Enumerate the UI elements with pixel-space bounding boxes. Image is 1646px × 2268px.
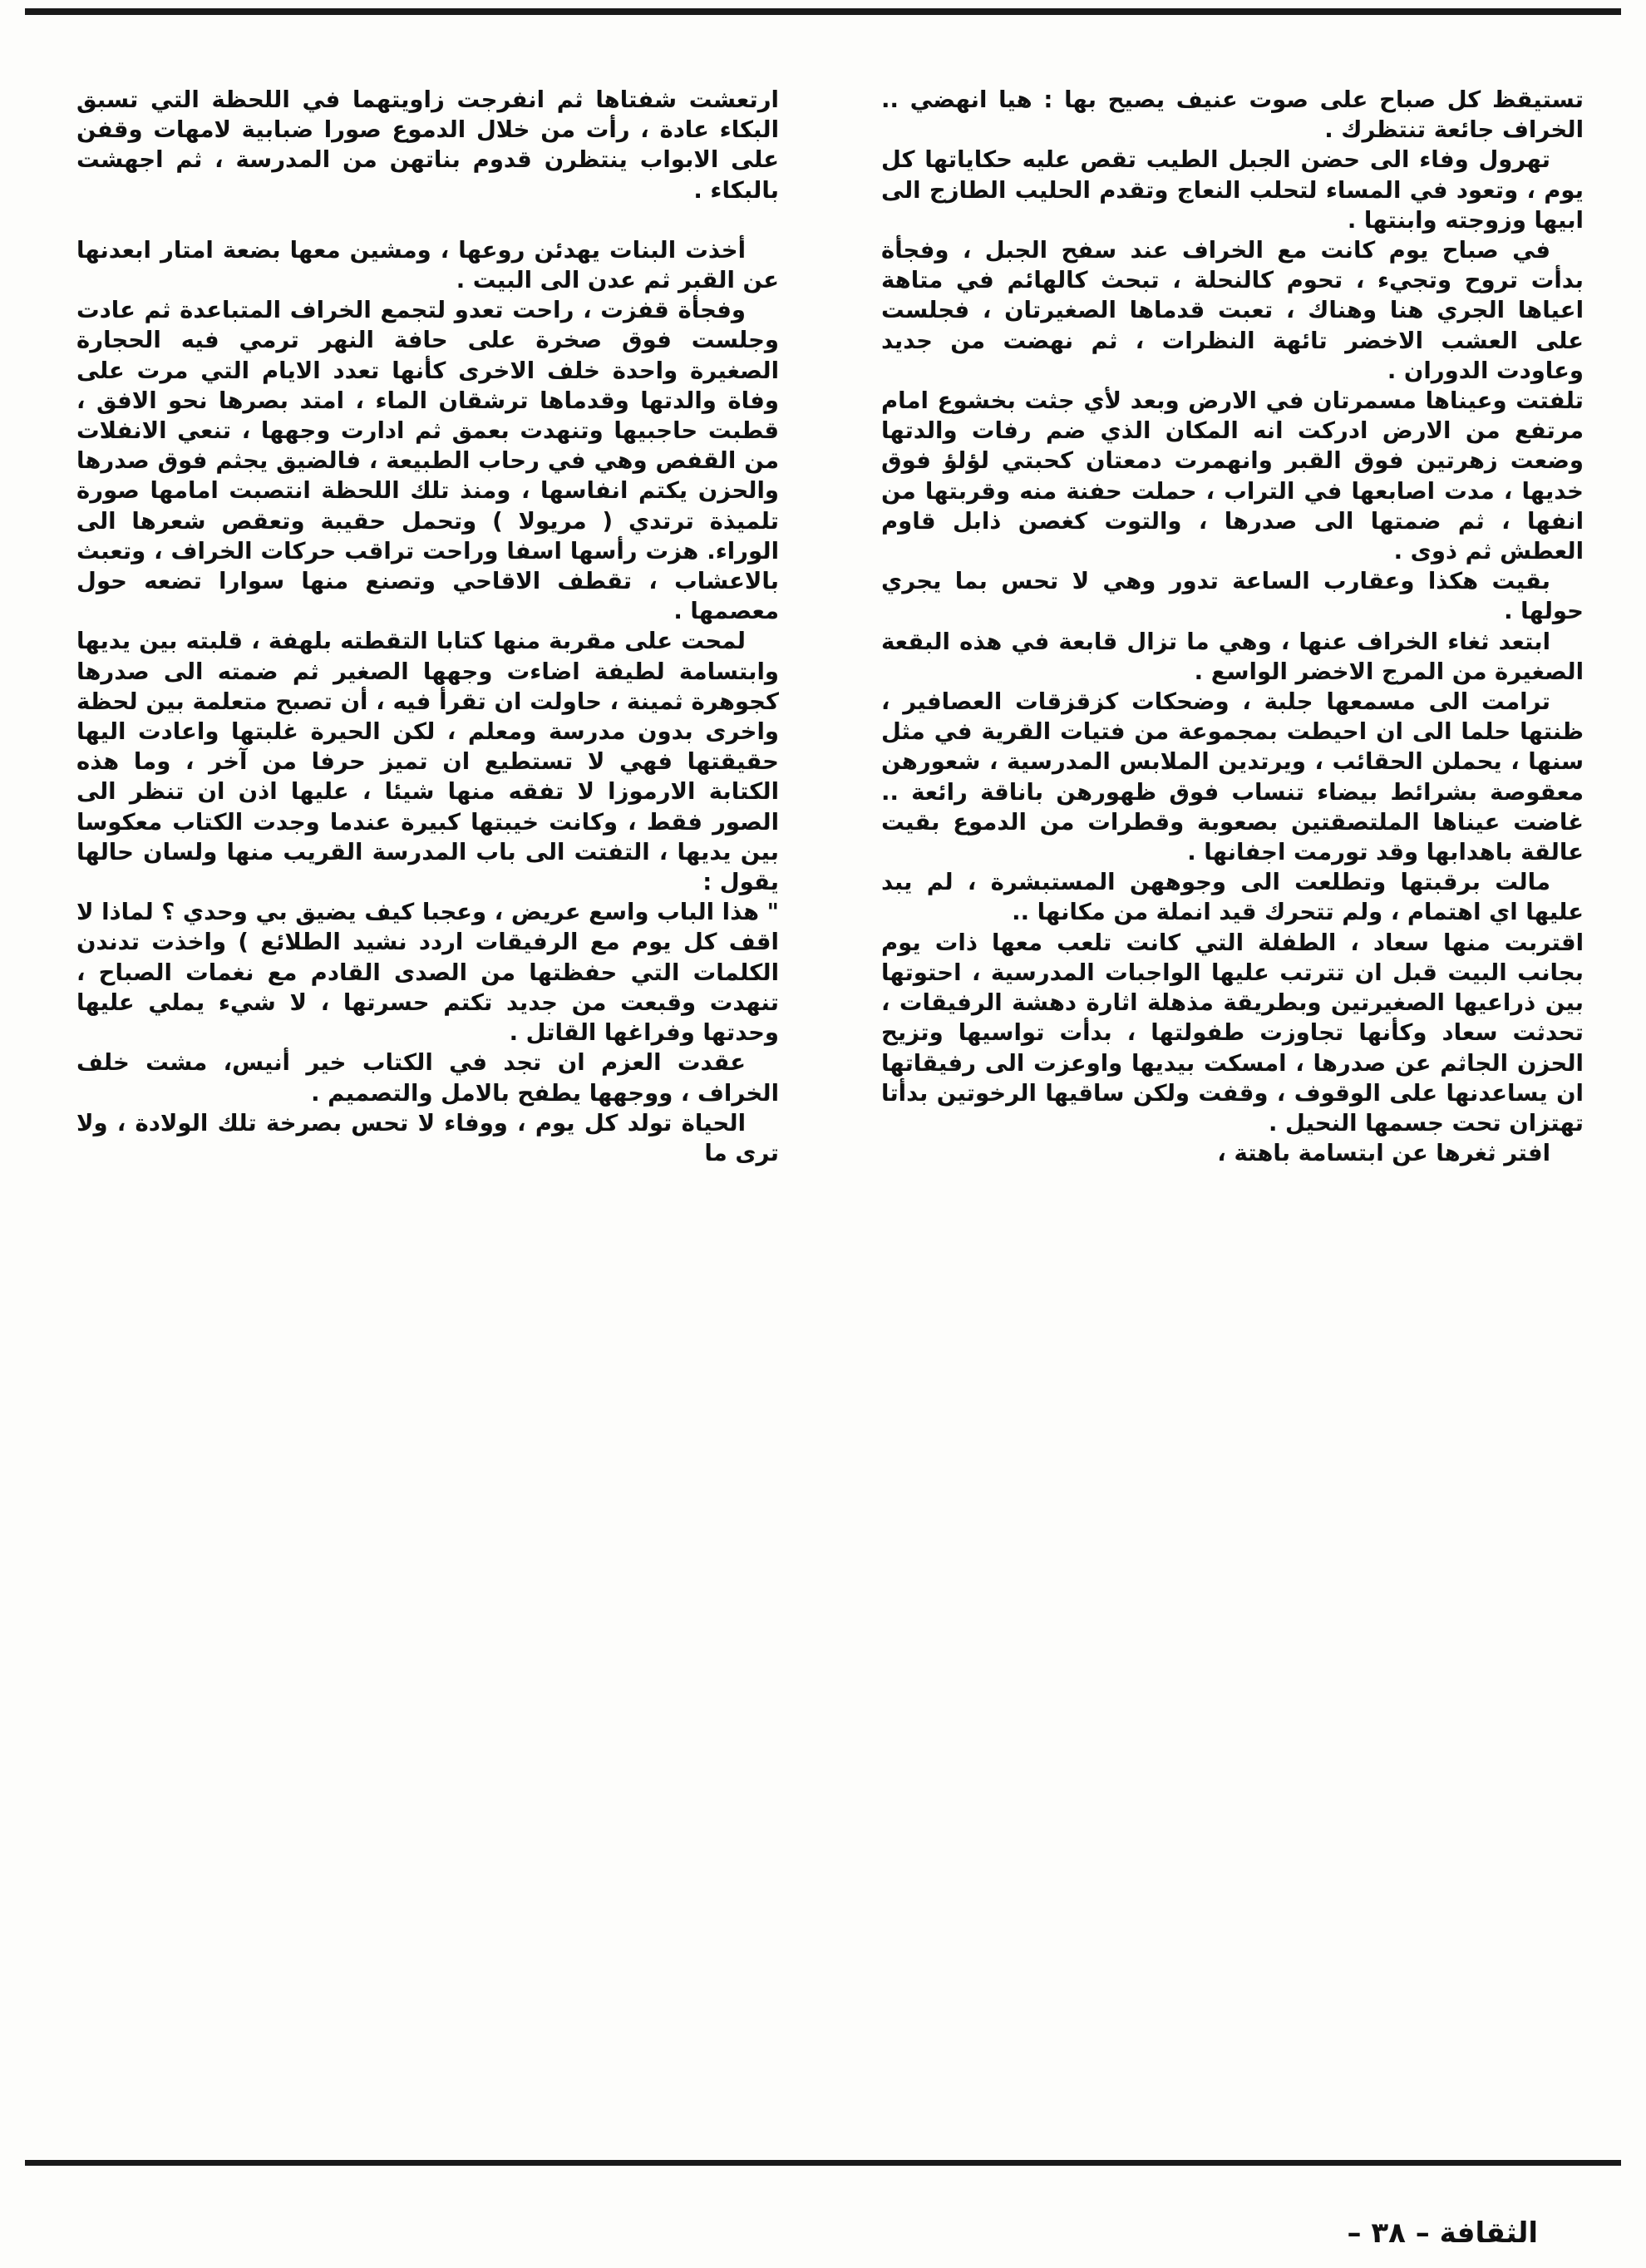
page-footer: الثقافة – ٣٨ – bbox=[1347, 2216, 1538, 2250]
paragraph: أخذت البنات يهدئن روعها ، ومشين معها بضعة امتار ابعدنها عن القبر ثم عدن الى البيت . bbox=[76, 236, 779, 294]
article-column-right bbox=[881, 85, 1584, 2151]
paragraph: لمحت على مقربة منها كتابا التقطته بلهفة ، قلبته بين يديها وابتسامة لطيفة اضاءت وجهها الصغير ثم ضمته الى صدرها كجوهرة ثمينة ، حاولت ان تقرأ فيه ، أن تصبح متعلمة بين لحظة واخرى بدون مدرسة ومعلم ، لكن الحيرة غلبتها واعادت اليها حقيقتها فهي لا تستطيع ان تميز حرفا من آخر ، وما هذه الكتابة الارموزا لا تفقه منها شيئا ، عليها اذن ان تنظر الى الصور فقط ، وكانت خيبتها كبيرة عندما وجدت الكتاب معكوسا بين يديها ، التفتت الى باب المدرسة القريب منها ولسان حالها يقول : bbox=[76, 628, 779, 896]
paragraph: اقتربت منها سعاد ، الطفلة التي كانت تلعب معها ذات يوم بجانب البيت قبل ان تترتب عليها الواجبات المدرسية ، احتوتها بين ذراعيها الصغيرتين وبطريقة مذهلة اثارة دهشة الرفيقات ، تحدثت سعاد وكأنها تجاوزت طفولتها ، بدأت تواسيها وتزيح الحزن الجاثم عن صدرها ، امسكت بيديها واوعزت الى رفيقاتها ان يساعدنها على الوقوف ، وقفت ولكن ساقيها الرخوتين بدأتا تهتزان تحت جسمها النحيل . bbox=[881, 929, 1584, 1136]
paragraph: وفجأة قفزت ، راحت تعدو لتجمع الخراف المتباعدة ثم عادت وجلست فوق صخرة على حافة النهر ترمي فيه الحجارة الصغيرة واحدة خلف الاخرى كأنها تعدد الايام التي مرت على وفاة والدتها وقدماها ترشقان الماء ، امتد بصرها نحو الافق ، قطبت حاجبيها وتنهدت بعمق ثم ادارت وجهها ، تنعي الانفلات من القفص وهي في رحاب الطبيعة ، فالضيق يجثم فوق صدرها والحزن يكتم انفاسها ، ومنذ تلك اللحظة انتصبت امامها صورة تلميذة ترتدي ( مريولا ) وتحمل حقيبة وتعقص شعرها الى الوراء. هزت رأسها اسفا وراحت تراقب حركات الخراف ، وتعبث بالاعشاب ، تقطف الاقاحي وتصنع منها سوارا تضعه حول معصمها . bbox=[76, 297, 779, 625]
paragraph: افتر ثغرها عن ابتسامة باهتة ، bbox=[1217, 1140, 1550, 1167]
bottom-rule bbox=[25, 2160, 1621, 2166]
paragraph: تهرول وفاء الى حضن الجبل الطيب تقص عليه حكاياتها كل يوم ، وتعود في المساء لتحلب النعاج وتقدم الحليب الطازج الى ابيها وزوجته وابنتها . bbox=[881, 146, 1584, 234]
paragraph: تستيقظ كل صباح على صوت عنيف يصيح بها : هيا انهضي .. الخراف جائعة تنتظرك . bbox=[881, 86, 1584, 144]
paragraph: ارتعشت شفتاها ثم انفرجت زاويتهما في اللحظة التي تسبق البكاء عادة ، رأت من خلال الدموع صورا ضبابية لامهات وقفن على الابواب ينتظرن قدوم بناتهن من المدرسة ، ثم اجهشت بالبكاء . bbox=[76, 86, 779, 204]
paragraph: مالت برقبتها وتطلعت الى وجوههن المستبشرة ، لم يبد عليها اي اهتمام ، ولم تتحرك قيد انملة من مكانها .. bbox=[881, 869, 1584, 926]
paragraph: ابتعد ثغاء الخراف عنها ، وهي ما تزال قابعة في هذه البقعة الصغيرة من المرج الاخضر الواسع . bbox=[881, 628, 1584, 685]
top-rule bbox=[25, 8, 1621, 15]
paragraph: " هذا الباب واسع عريض ، وعجبا كيف يضيق بي وحدي ؟ لماذا لا اقف كل يوم مع الرفيقات اردد نشيد الطلائع ) واخذت تدندن الكلمات التي حفظتها من الصدى القادم مع نغمات الصباح ، تنهدت وقبعت من جديد تكتم حسرتها ، لا شيء يملي عليها وحدتها وفراغها القاتل . bbox=[76, 899, 779, 1047]
article-column-left bbox=[76, 85, 779, 2151]
paragraph: عقدت العزم ان تجد في الكتاب خير أنيس، مشت خلف الخراف ، ووجهها يطفح بالامل والتصميم . bbox=[76, 1049, 779, 1107]
paragraph: تلفتت وعيناها مسمرتان في الارض وبعد لأي جثت بخشوع امام مرتفع من الارض ادركت انه المكان الذي ضم رفات والدتها وضعت زهرتين فوق القبر وانهمرت دمعتان كحبتي لؤلؤ فوق خديها ، مدت اصابعها في التراب ، حملت حفنة منه وقربتها من انفها ، ثم ضمتها الى صدرها ، والتوت كغصن ذابل قاوم العطش ثم ذوى . bbox=[881, 387, 1584, 565]
paragraph: ترامت الى مسمعها جلبة ، وضحكات كزقزقات العصافير ، ظنتها حلما الى ان احيطت بمجموعة من فتيات القرية في مثل سنها ، يحملن الحقائب ، ويرتدين الملابس المدرسية ، شعورهن معقوصة بشرائط بيضاء تنساب فوق ظهورهن باناقة رائعة .. غاضت عيناها الملتصقتين بصعوبة وقطرات من الدموع بقيت عالقة باهدابها وقد تورمت اجفانها . bbox=[881, 688, 1584, 866]
paragraph: بقيت هكذا وعقارب الساعة تدور وهي لا تحس بما يجري حولها . bbox=[881, 568, 1584, 625]
paragraph: الحياة تولد كل يوم ، ووفاء لا تحس بصرخة تلك الولادة ، ولا ترى ما bbox=[76, 1109, 779, 1166]
paragraph: في صباح يوم كانت مع الخراف عند سفح الجبل ، وفجأة بدأت تروح وتجيء ، تحوم كالنحلة ، تبحث كالهائم في متاهة اعياها الجري هنا وهناك ، تعبت قدماها الصغيرتان ، فجلست على العشب الاخضر تائهة النظرات ، ثم نهضت من جديد وعاودت الدوران . bbox=[881, 237, 1584, 384]
